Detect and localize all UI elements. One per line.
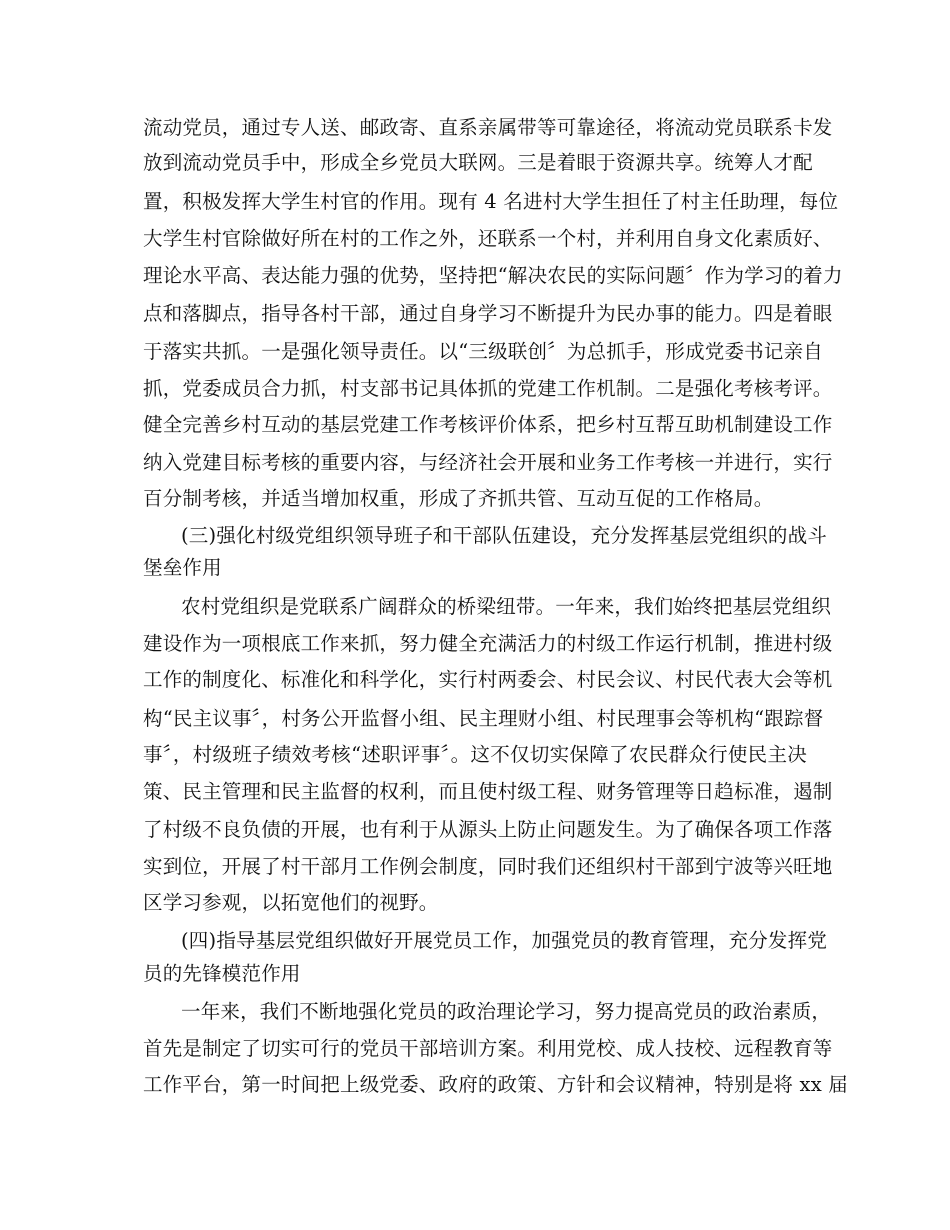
text-line: 构“民主议事〞，村务公开监督小组、民主理财小组、村民理事会等机构“跟踪督	[143, 707, 824, 730]
text-line: 点和落脚点，指导各村干部，通过自身学习不断提升为民办事的能力。四是着眼	[143, 302, 833, 325]
section-heading-continued: 员的先锋模范作用	[143, 962, 301, 985]
text-line: 工作的制度化、标准化和科学化，实行村两委会、村民会议、村民代表大会等机	[143, 668, 833, 691]
text-line: 百分制考核，并适当增加权重，形成了齐抓共管、互动互促的工作格局。	[143, 487, 774, 510]
text-line: 区学习参观，以拓宽他们的视野。	[143, 891, 439, 914]
text-line: 工作平台，第一时间把上级党委、政府的政策、方针和会议精神，特别是将 xx 届	[143, 1073, 848, 1096]
text-line: 健全完善乡村互动的基层党建工作考核评价体系，把乡村互帮互助机制建设工作	[143, 413, 833, 436]
text-line: 置，积极发挥大学生村官的作用。现有 4 名进村大学生担任了村主任助理，每位	[143, 190, 839, 213]
paragraph-first-line: 农村党组织是党联系广阔群众的桥梁纽带。一年来，我们始终把基层党组织	[181, 595, 832, 618]
paragraph-first-line: 一年来，我们不断地强化党员的政治理论学习，努力提高党员的政治素质，	[181, 1000, 832, 1023]
section-heading: (四)指导基层党组织做好开展党员工作，加强党员的教育管理，充分发挥党	[181, 929, 828, 952]
section-heading: (三)强化村级党组织领导班子和干部队伍建设，充分发挥基层党组织的战斗	[181, 524, 828, 547]
text-line: 流动党员，通过专人送、邮政寄、直系亲属带等可靠途径，将流动党员联系卡发	[143, 116, 833, 139]
text-line: 于落实共抓。一是强化领导责任。以“三级联创〞为总抓手，形成党委书记亲自	[143, 340, 823, 363]
text-line: 大学生村官除做好所在村的工作之外，还联系一个村，并利用自身文化素质好、	[143, 227, 833, 250]
text-line: 了村级不良负债的开展，也有利于从源头上防止问题发生。为了确保各项工作落	[143, 818, 833, 841]
text-line: 建设作为一项根底工作来抓，努力健全充满活力的村级工作运行机制，推进村级	[143, 632, 833, 655]
text-line: 放到流动党员手中，形成全乡党员大联网。三是着眼于资源共享。统筹人才配	[143, 151, 813, 174]
text-line: 首先是制定了切实可行的党员干部培训方案。利用党校、成人技校、远程教育等	[143, 1037, 833, 1060]
text-line: 实到位，开展了村干部月工作例会制度，同时我们还组织村干部到宁波等兴旺地	[143, 855, 833, 878]
section-heading-continued: 堡垒作用	[143, 556, 222, 579]
text-line: 抓，党委成员合力抓，村支部书记具体抓的党建工作机制。二是强化考核考评。	[143, 377, 833, 400]
text-line: 策、民主管理和民主监督的权利，而且使村级工程、财务管理等日趋标准，遏制	[143, 780, 833, 803]
text-line: 事〞，村级班子绩效考核“述职评事〞。这不仅切实保障了农民群众行使民主决	[143, 743, 807, 766]
text-line: 理论水平高、表达能力强的优势，坚持把“解决农民的实际问题〞作为学习的着力	[143, 264, 843, 287]
text-line: 纳入党建目标考核的重要内容，与经济社会开展和业务工作考核一并进行，实行	[143, 451, 833, 474]
